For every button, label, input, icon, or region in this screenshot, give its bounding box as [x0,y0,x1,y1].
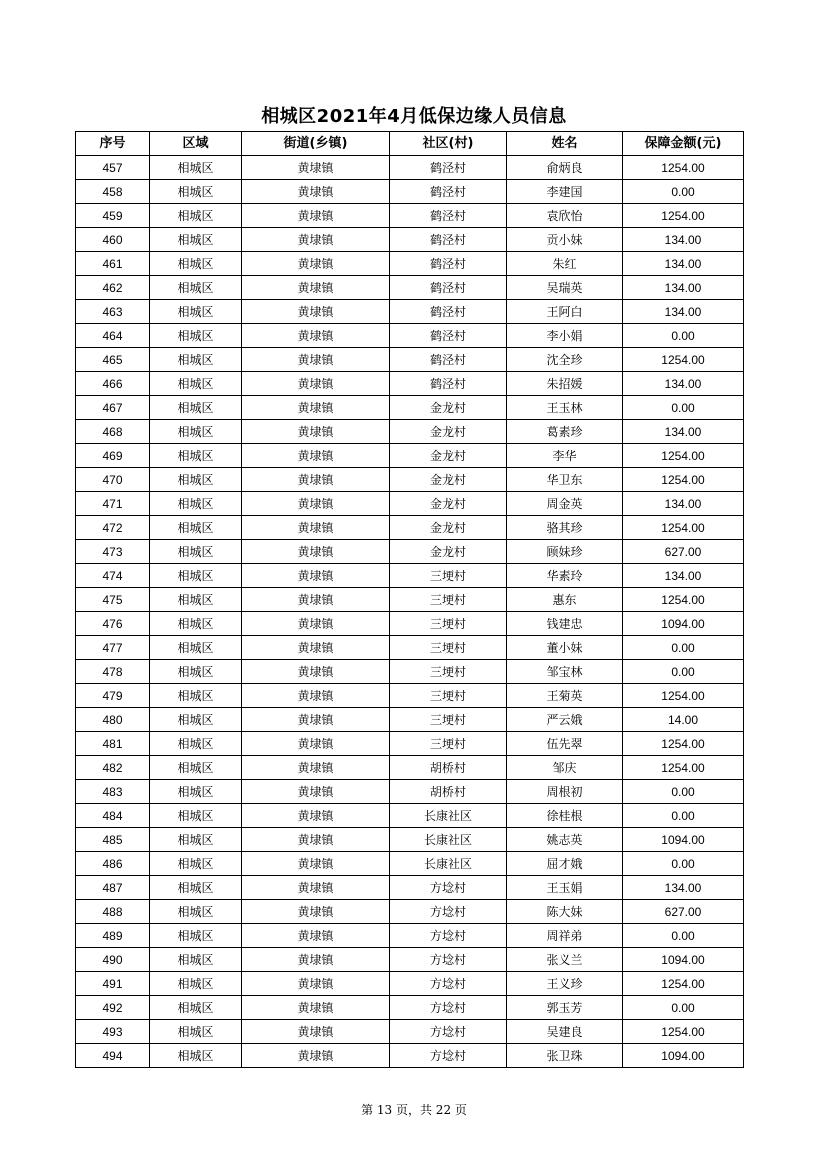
amount-cell: 627.00 [623,540,744,564]
serial-cell: 486 [76,852,150,876]
name-cell: 朱红 [507,252,623,276]
table-row [76,636,744,660]
community-cell: 金龙村 [390,492,507,516]
community-cell: 鹤泾村 [390,276,507,300]
name-cell: 王阿白 [507,300,623,324]
community-cell: 鹤泾村 [390,300,507,324]
community-cell: 方埝村 [390,1020,507,1044]
table-row [76,156,744,180]
street-cell: 黄埭镇 [242,1020,390,1044]
serial-cell: 475 [76,588,150,612]
district-cell: 相城区 [150,276,242,300]
amount-cell: 134.00 [623,228,744,252]
amount-cell: 0.00 [623,996,744,1020]
amount-cell: 0.00 [623,852,744,876]
community-cell: 鹤泾村 [390,324,507,348]
street-cell: 黄埭镇 [242,852,390,876]
amount-cell: 1094.00 [623,612,744,636]
name-cell: 严云娥 [507,708,623,732]
amount-cell: 0.00 [623,924,744,948]
serial-cell: 467 [76,396,150,420]
street-cell: 黄埭镇 [242,876,390,900]
district-cell: 相城区 [150,612,242,636]
street-cell: 黄埭镇 [242,420,390,444]
name-cell: 伍先翠 [507,732,623,756]
street-cell: 黄埭镇 [242,1044,390,1068]
table-row [76,396,744,420]
serial-cell: 471 [76,492,150,516]
table-row [76,660,744,684]
street-cell: 黄埭镇 [242,780,390,804]
street-cell: 黄埭镇 [242,588,390,612]
table-row [76,1020,744,1044]
serial-cell: 463 [76,300,150,324]
name-cell: 吴建良 [507,1020,623,1044]
name-cell: 邹庆 [507,756,623,780]
community-cell: 方埝村 [390,1044,507,1068]
name-cell: 屈才娥 [507,852,623,876]
table-row [76,828,744,852]
street-cell: 黄埭镇 [242,900,390,924]
serial-cell: 480 [76,708,150,732]
serial-cell: 493 [76,1020,150,1044]
table-row [76,1044,744,1068]
amount-cell: 1254.00 [623,468,744,492]
table-row [76,348,744,372]
serial-cell: 457 [76,156,150,180]
serial-cell: 459 [76,204,150,228]
amount-cell: 1254.00 [623,684,744,708]
table-row [76,228,744,252]
table-row [76,564,744,588]
name-cell: 郭玉芳 [507,996,623,1020]
table-row [76,876,744,900]
table-row [76,852,744,876]
serial-cell: 482 [76,756,150,780]
amount-cell: 134.00 [623,420,744,444]
community-cell: 三埂村 [390,660,507,684]
community-cell: 三埂村 [390,612,507,636]
name-cell: 周金英 [507,492,623,516]
serial-cell: 458 [76,180,150,204]
amount-cell: 134.00 [623,276,744,300]
street-cell: 黄埭镇 [242,636,390,660]
table-row [76,300,744,324]
amount-cell: 0.00 [623,324,744,348]
serial-cell: 462 [76,276,150,300]
amount-cell: 1254.00 [623,204,744,228]
header-district: 区域 [150,132,242,156]
table-row [76,276,744,300]
name-cell: 华卫东 [507,468,623,492]
district-cell: 相城区 [150,828,242,852]
table-row [76,180,744,204]
community-cell: 鹤泾村 [390,228,507,252]
header-amount: 保障金额(元) [623,132,744,156]
district-cell: 相城区 [150,300,242,324]
name-cell: 袁欣怡 [507,204,623,228]
amount-cell: 0.00 [623,804,744,828]
amount-cell: 1254.00 [623,348,744,372]
serial-cell: 481 [76,732,150,756]
amount-cell: 134.00 [623,876,744,900]
street-cell: 黄埭镇 [242,756,390,780]
community-cell: 鹤泾村 [390,348,507,372]
table-row [76,684,744,708]
amount-cell: 1254.00 [623,756,744,780]
district-cell: 相城区 [150,708,242,732]
table-row [76,204,744,228]
serial-cell: 461 [76,252,150,276]
name-cell: 华素玲 [507,564,623,588]
name-cell: 葛素珍 [507,420,623,444]
serial-cell: 492 [76,996,150,1020]
serial-cell: 484 [76,804,150,828]
name-cell: 董小妹 [507,636,623,660]
street-cell: 黄埭镇 [242,660,390,684]
name-cell: 李小娟 [507,324,623,348]
amount-cell: 0.00 [623,180,744,204]
amount-cell: 134.00 [623,372,744,396]
serial-cell: 460 [76,228,150,252]
table-row [76,324,744,348]
street-cell: 黄埭镇 [242,516,390,540]
street-cell: 黄埭镇 [242,204,390,228]
name-cell: 骆其珍 [507,516,623,540]
street-cell: 黄埭镇 [242,564,390,588]
table-body [76,156,744,1068]
name-cell: 王菊英 [507,684,623,708]
serial-cell: 478 [76,660,150,684]
header-serial-number: 序号 [76,132,150,156]
amount-cell: 134.00 [623,564,744,588]
table-row [76,924,744,948]
amount-cell: 0.00 [623,636,744,660]
district-cell: 相城区 [150,636,242,660]
name-cell: 徐桂根 [507,804,623,828]
table-row [76,948,744,972]
district-cell: 相城区 [150,516,242,540]
table-row [76,492,744,516]
serial-cell: 472 [76,516,150,540]
district-cell: 相城区 [150,180,242,204]
street-cell: 黄埭镇 [242,708,390,732]
street-cell: 黄埭镇 [242,276,390,300]
community-cell: 长康社区 [390,804,507,828]
name-cell: 王玉林 [507,396,623,420]
community-cell: 方埝村 [390,996,507,1020]
district-cell: 相城区 [150,732,242,756]
name-cell: 陈大妹 [507,900,623,924]
serial-cell: 476 [76,612,150,636]
district-cell: 相城区 [150,948,242,972]
name-cell: 顾妹珍 [507,540,623,564]
name-cell: 周祥弟 [507,924,623,948]
district-cell: 相城区 [150,684,242,708]
district-cell: 相城区 [150,780,242,804]
district-cell: 相城区 [150,900,242,924]
street-cell: 黄埭镇 [242,372,390,396]
street-cell: 黄埭镇 [242,228,390,252]
district-cell: 相城区 [150,420,242,444]
district-cell: 相城区 [150,996,242,1020]
table-row [76,540,744,564]
street-cell: 黄埭镇 [242,972,390,996]
serial-cell: 483 [76,780,150,804]
name-cell: 贡小妹 [507,228,623,252]
page-footer: 第 13 页，共 22 页 [361,1103,467,1117]
street-cell: 黄埭镇 [242,684,390,708]
district-cell: 相城区 [150,588,242,612]
amount-cell: 134.00 [623,492,744,516]
community-cell: 金龙村 [390,516,507,540]
district-cell: 相城区 [150,372,242,396]
street-cell: 黄埭镇 [242,180,390,204]
community-cell: 鹤泾村 [390,180,507,204]
serial-cell: 487 [76,876,150,900]
street-cell: 黄埭镇 [242,732,390,756]
serial-cell: 489 [76,924,150,948]
name-cell: 惠东 [507,588,623,612]
street-cell: 黄埭镇 [242,396,390,420]
amount-cell: 1254.00 [623,1020,744,1044]
amount-cell: 627.00 [623,900,744,924]
street-cell: 黄埭镇 [242,252,390,276]
community-cell: 胡桥村 [390,780,507,804]
amount-cell: 1094.00 [623,1044,744,1068]
serial-cell: 473 [76,540,150,564]
name-cell: 朱招媛 [507,372,623,396]
street-cell: 黄埭镇 [242,612,390,636]
district-cell: 相城区 [150,396,242,420]
serial-cell: 470 [76,468,150,492]
amount-cell: 1254.00 [623,444,744,468]
street-cell: 黄埭镇 [242,348,390,372]
community-cell: 鹤泾村 [390,156,507,180]
community-cell: 鹤泾村 [390,252,507,276]
name-cell: 钱建忠 [507,612,623,636]
name-cell: 俞炳良 [507,156,623,180]
community-cell: 胡桥村 [390,756,507,780]
district-cell: 相城区 [150,924,242,948]
community-cell: 长康社区 [390,828,507,852]
amount-cell: 1254.00 [623,732,744,756]
street-cell: 黄埭镇 [242,300,390,324]
table-header-row [76,132,744,156]
name-cell: 李建国 [507,180,623,204]
community-cell: 三埂村 [390,636,507,660]
table-row [76,972,744,996]
community-cell: 金龙村 [390,540,507,564]
name-cell: 沈全珍 [507,348,623,372]
serial-cell: 477 [76,636,150,660]
district-cell: 相城区 [150,972,242,996]
district-cell: 相城区 [150,1044,242,1068]
table-row [76,900,744,924]
district-cell: 相城区 [150,756,242,780]
serial-cell: 464 [76,324,150,348]
community-cell: 三埂村 [390,588,507,612]
district-cell: 相城区 [150,228,242,252]
community-cell: 金龙村 [390,396,507,420]
district-cell: 相城区 [150,540,242,564]
beneficiary-table [75,131,744,1068]
table-row [76,444,744,468]
name-cell: 王义珍 [507,972,623,996]
name-cell: 李华 [507,444,623,468]
serial-cell: 494 [76,1044,150,1068]
community-cell: 长康社区 [390,852,507,876]
serial-cell: 479 [76,684,150,708]
header-community-village: 社区(村) [390,132,507,156]
street-cell: 黄埭镇 [242,156,390,180]
street-cell: 黄埭镇 [242,948,390,972]
street-cell: 黄埭镇 [242,804,390,828]
name-cell: 姚志英 [507,828,623,852]
amount-cell: 1094.00 [623,828,744,852]
table-row [76,420,744,444]
district-cell: 相城区 [150,444,242,468]
community-cell: 方埝村 [390,900,507,924]
serial-cell: 488 [76,900,150,924]
document-title: 相城区2021年4月低保边缘人员信息 [261,106,567,127]
serial-cell: 468 [76,420,150,444]
table-row [76,372,744,396]
community-cell: 方埝村 [390,924,507,948]
amount-cell: 0.00 [623,780,744,804]
amount-cell: 1254.00 [623,972,744,996]
street-cell: 黄埭镇 [242,492,390,516]
amount-cell: 1094.00 [623,948,744,972]
street-cell: 黄埭镇 [242,924,390,948]
table-row [76,468,744,492]
district-cell: 相城区 [150,804,242,828]
table-row [76,780,744,804]
table-row [76,732,744,756]
community-cell: 金龙村 [390,420,507,444]
header-name: 姓名 [507,132,623,156]
amount-cell: 134.00 [623,300,744,324]
serial-cell: 474 [76,564,150,588]
amount-cell: 0.00 [623,660,744,684]
district-cell: 相城区 [150,660,242,684]
name-cell: 吴瑞英 [507,276,623,300]
serial-cell: 485 [76,828,150,852]
street-cell: 黄埭镇 [242,828,390,852]
street-cell: 黄埭镇 [242,324,390,348]
serial-cell: 490 [76,948,150,972]
name-cell: 张卫珠 [507,1044,623,1068]
street-cell: 黄埭镇 [242,996,390,1020]
header-street-town: 街道(乡镇) [242,132,390,156]
table-row [76,804,744,828]
amount-cell: 14.00 [623,708,744,732]
amount-cell: 1254.00 [623,516,744,540]
community-cell: 三埂村 [390,708,507,732]
community-cell: 方埝村 [390,876,507,900]
table-row [76,588,744,612]
community-cell: 三埂村 [390,684,507,708]
name-cell: 王玉娟 [507,876,623,900]
community-cell: 鹤泾村 [390,372,507,396]
name-cell: 周根初 [507,780,623,804]
table-row [76,756,744,780]
community-cell: 方埝村 [390,948,507,972]
amount-cell: 0.00 [623,396,744,420]
district-cell: 相城区 [150,324,242,348]
community-cell: 金龙村 [390,444,507,468]
district-cell: 相城区 [150,468,242,492]
community-cell: 三埂村 [390,564,507,588]
street-cell: 黄埭镇 [242,540,390,564]
community-cell: 金龙村 [390,468,507,492]
table-row [76,612,744,636]
district-cell: 相城区 [150,348,242,372]
serial-cell: 469 [76,444,150,468]
amount-cell: 1254.00 [623,156,744,180]
district-cell: 相城区 [150,204,242,228]
district-cell: 相城区 [150,156,242,180]
district-cell: 相城区 [150,852,242,876]
name-cell: 张义兰 [507,948,623,972]
table-row [76,996,744,1020]
street-cell: 黄埭镇 [242,444,390,468]
serial-cell: 491 [76,972,150,996]
community-cell: 三埂村 [390,732,507,756]
table-row [76,708,744,732]
district-cell: 相城区 [150,252,242,276]
serial-cell: 465 [76,348,150,372]
district-cell: 相城区 [150,1020,242,1044]
community-cell: 方埝村 [390,972,507,996]
serial-cell: 466 [76,372,150,396]
amount-cell: 134.00 [623,252,744,276]
amount-cell: 1254.00 [623,588,744,612]
district-cell: 相城区 [150,564,242,588]
street-cell: 黄埭镇 [242,468,390,492]
district-cell: 相城区 [150,876,242,900]
district-cell: 相城区 [150,492,242,516]
table-row [76,516,744,540]
table-row [76,252,744,276]
name-cell: 邹宝林 [507,660,623,684]
community-cell: 鹤泾村 [390,204,507,228]
